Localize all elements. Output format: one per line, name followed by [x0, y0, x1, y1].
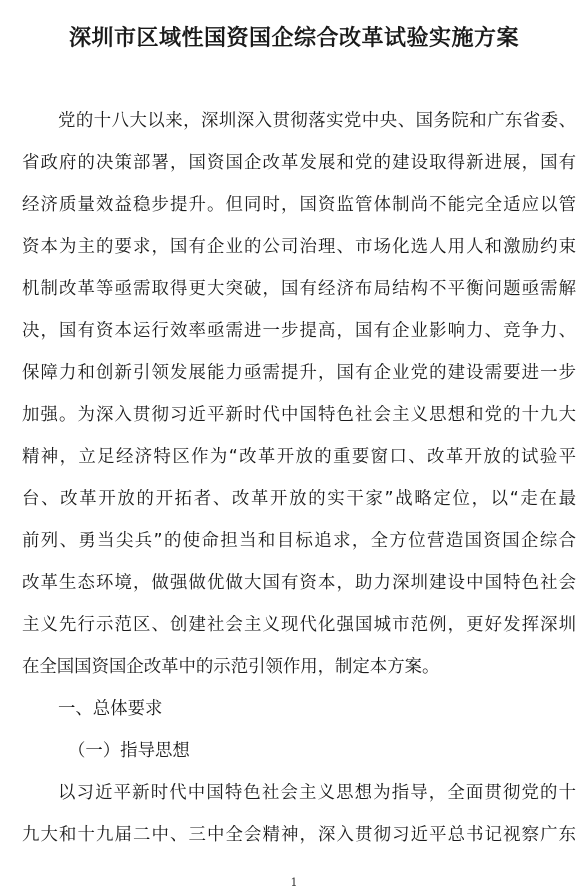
paragraph-line: 改革生态环境，做强做优做大国有资本，助力深圳建设中国特色社会	[22, 573, 576, 593]
page-number: 1	[290, 876, 298, 889]
document-body	[22, 100, 576, 856]
paragraph-line: 以习近平新时代中国特色社会主义思想为指导，全面贯彻党的十	[58, 783, 576, 803]
paragraph-line: 在全国国资国企改革中的示范引领作用，制定本方案。	[22, 657, 440, 677]
paragraph-line: 机制改革等亟需取得更大突破，国有经济布局结构不平衡问题亟需解	[22, 279, 576, 299]
paragraph-line: 党的十八大以来，深圳深入贯彻落实党中央、国务院和广东省委、	[58, 111, 576, 131]
section-heading: 一、总体要求	[58, 699, 163, 719]
paragraph-line: 决，国有资本运行效率亟需进一步提高，国有企业影响力、竞争力、	[22, 321, 576, 341]
paragraph-line: 省政府的决策部署，国资国企改革发展和党的建设取得新进展，国有	[22, 153, 576, 173]
paragraph-line: 前列、勇当尖兵”的使命担当和目标追求，全方位营造国资国企综合	[22, 531, 576, 551]
paragraph-line: 经济质量效益稳步提升。但同时，国资监管体制尚不能完全适应以管	[22, 195, 576, 215]
subsection-heading: （一）指导思想	[68, 741, 190, 761]
document-title: 深圳市区域性国资国企综合改革试验实施方案	[68, 26, 519, 51]
paragraph-line: 台、改革开放的开拓者、改革开放的实干家”战略定位，以“走在最	[22, 489, 576, 509]
paragraph-line: 保障力和创新引领发展能力亟需提升，国有企业党的建设需要进一步	[22, 363, 576, 383]
paragraph-line: 主义先行示范区、创建社会主义现代化强国城市范例，更好发挥深圳	[22, 615, 576, 635]
paragraph-line: 精神，立足经济特区作为“改革开放的重要窗口、改革开放的试验平	[22, 447, 576, 467]
paragraph-line: 资本为主的要求，国有企业的公司治理、市场化选人用人和激励约束	[22, 237, 576, 257]
paragraph-line: 加强。为深入贯彻习近平新时代中国特色社会主义思想和党的十九大	[22, 405, 576, 425]
paragraph-line: 九大和十九届二中、三中全会精神，深入贯彻习近平总书记视察广东	[22, 825, 576, 845]
